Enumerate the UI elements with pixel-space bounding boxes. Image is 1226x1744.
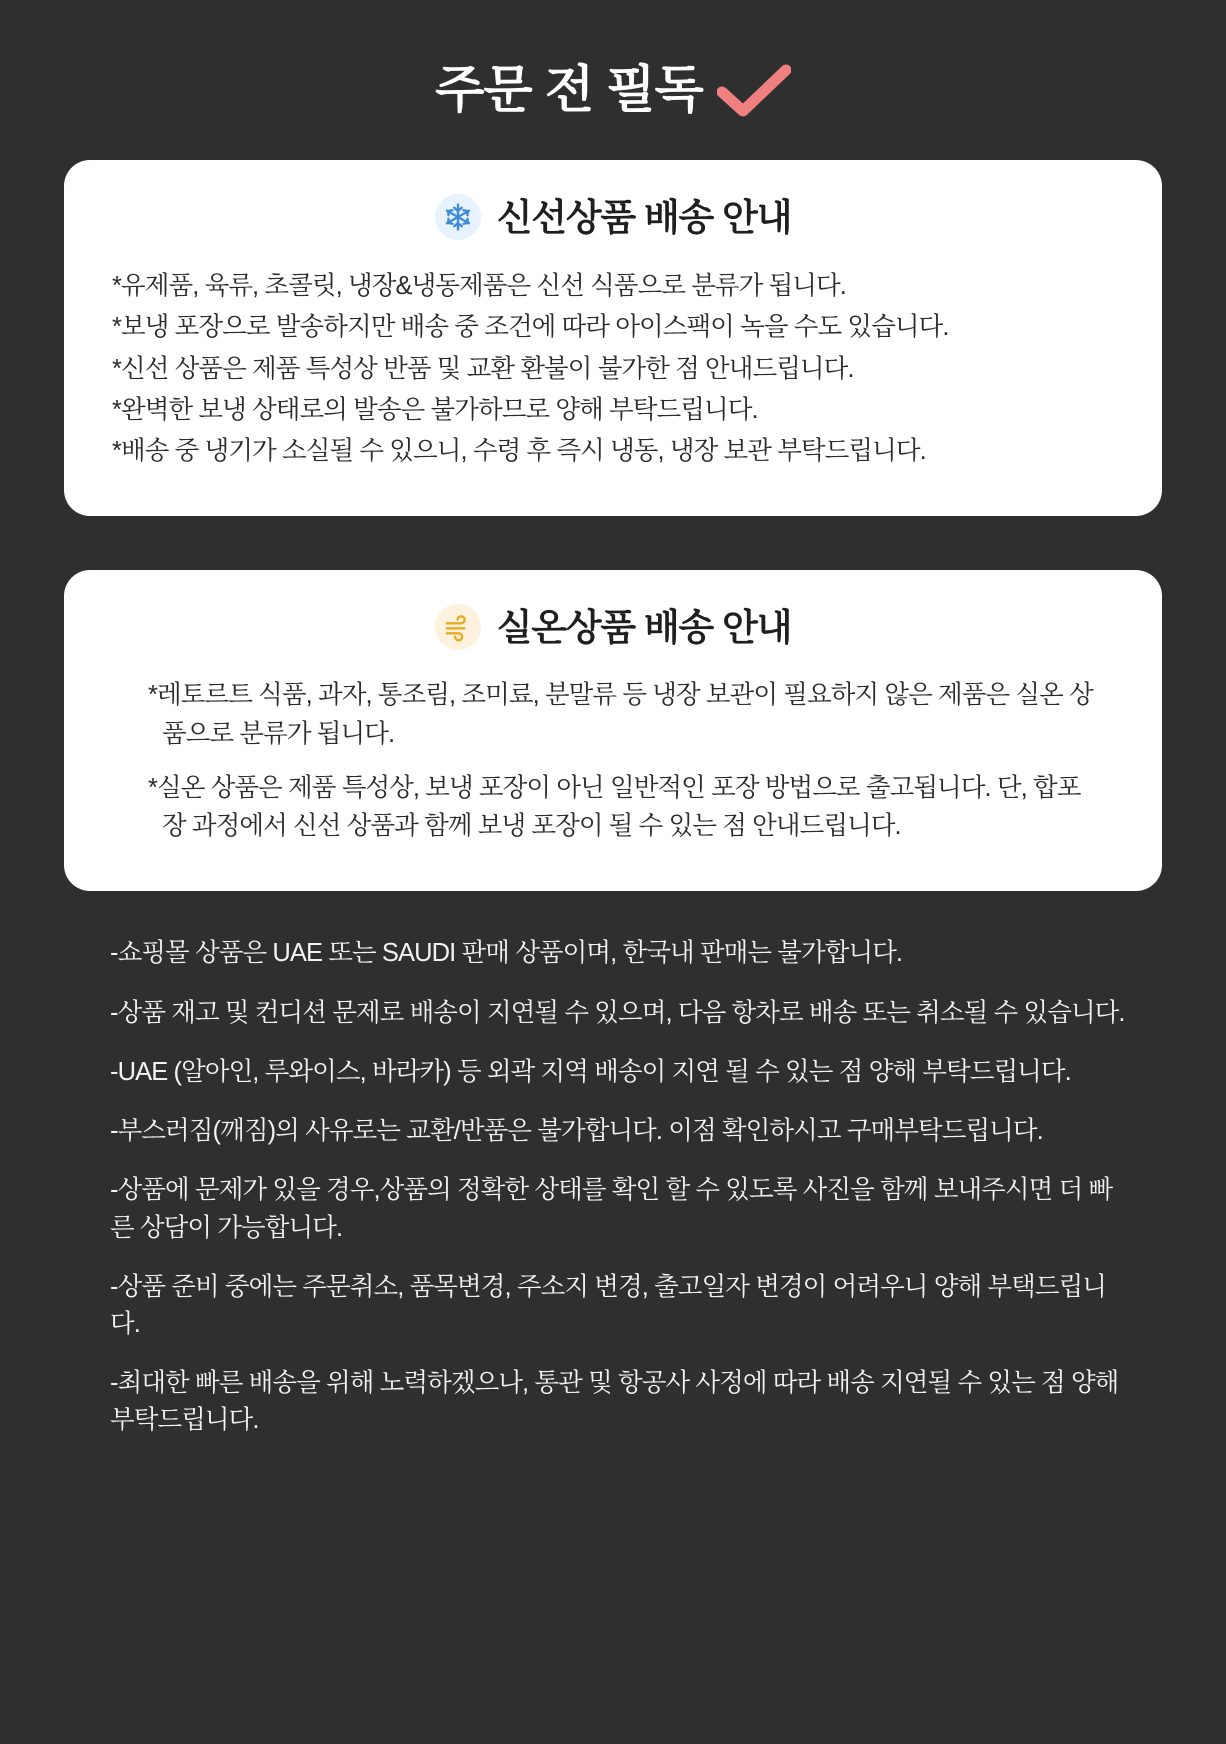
- fresh-delivery-card: [64, 160, 1162, 516]
- wind-icon: [435, 604, 481, 650]
- general-notes: [64, 935, 1162, 1439]
- fresh-line: *유제품, 육류, 초콜릿, 냉장&냉동제품은 신선 식품으로 분류가 됩니다.: [112, 272, 846, 300]
- room-card-body: [106, 676, 1120, 845]
- check-icon: [717, 64, 791, 118]
- room-line: *레토르트 식품, 과자, 통조림, 조미료, 분말류 등 냉장 보관이 필요하지 않은 제품은 실온 상품으로 분류가 됩니다.: [148, 681, 1093, 748]
- note-item: -상품 재고 및 컨디션 문제로 배송이 지연될 수 있으며, 다음 항차로 배송 또는 취소될 수 있습니다.: [110, 998, 1125, 1027]
- fresh-line: *완벽한 보냉 상태로의 발송은 불가하므로 양해 부탁드립니다.: [112, 395, 758, 424]
- room-line: *실온 상품은 제품 특성상, 보냉 포장이 아닌 일반적인 포장 방법으로 출고됩니다. 단, 합포장 과정에서 신선 상품과 함께 보냉 포장이 될 수 있는 점 안내드립니다.: [148, 773, 1081, 841]
- page-title-text: 주문 전 필독: [435, 60, 703, 118]
- fresh-line: *신선 상품은 제품 특성상 반품 및 교환 환불이 불가한 점 안내드립니다.: [112, 354, 854, 383]
- note-item: -UAE (알아인, 루와이스, 바라카) 등 외곽 지역 배송이 지연 될 수 있는 점 양해 부탁드립니다.: [110, 1057, 1071, 1086]
- note-item: -최대한 빠른 배송을 위해 노력하겠으나, 통관 및 항공사 사정에 따라 배송 지연될 수 있는 점 양해 부탁드립니다.: [110, 1369, 1119, 1435]
- room-card-title: 실온상품 배송 안내: [496, 606, 792, 648]
- note-item: -상품에 문제가 있을 경우,상품의 정확한 상태를 확인 할 수 있도록 사진을 함께 보내주시면 더 빠른 상담이 가능합니다.: [110, 1176, 1113, 1242]
- room-temp-delivery-card: [64, 570, 1162, 891]
- note-item: -부스러짐(깨짐)의 사유로는 교환/반품은 불가합니다. 이점 확인하시고 구매부탁드립니다.: [110, 1117, 1043, 1146]
- fresh-card-body: [106, 266, 1120, 472]
- note-item: -쇼핑몰 상품은 UAE 또는 SAUDI 판매 상품이며, 한국내 판매는 불가합니다.: [110, 939, 903, 968]
- fresh-line: *보냉 포장으로 발송하지만 배송 중 조건에 따라 아이스팩이 녹을 수도 있습니다.: [112, 313, 949, 342]
- fresh-card-header: [106, 194, 1120, 240]
- fresh-card-title: 신선상품 배송 안내: [496, 196, 792, 238]
- fresh-line: *배송 중 냉기가 소실될 수 있으니, 수령 후 즉시 냉동, 냉장 보관 부탁드립니다.: [112, 437, 926, 466]
- page-title: [0, 0, 1226, 160]
- snowflake-icon: [435, 194, 481, 240]
- note-item: -상품 준비 중에는 주문취소, 품목변경, 주소지 변경, 출고일자 변경이 어려우니 양해 부택드립니다.: [110, 1272, 1107, 1339]
- room-card-header: [106, 604, 1120, 650]
